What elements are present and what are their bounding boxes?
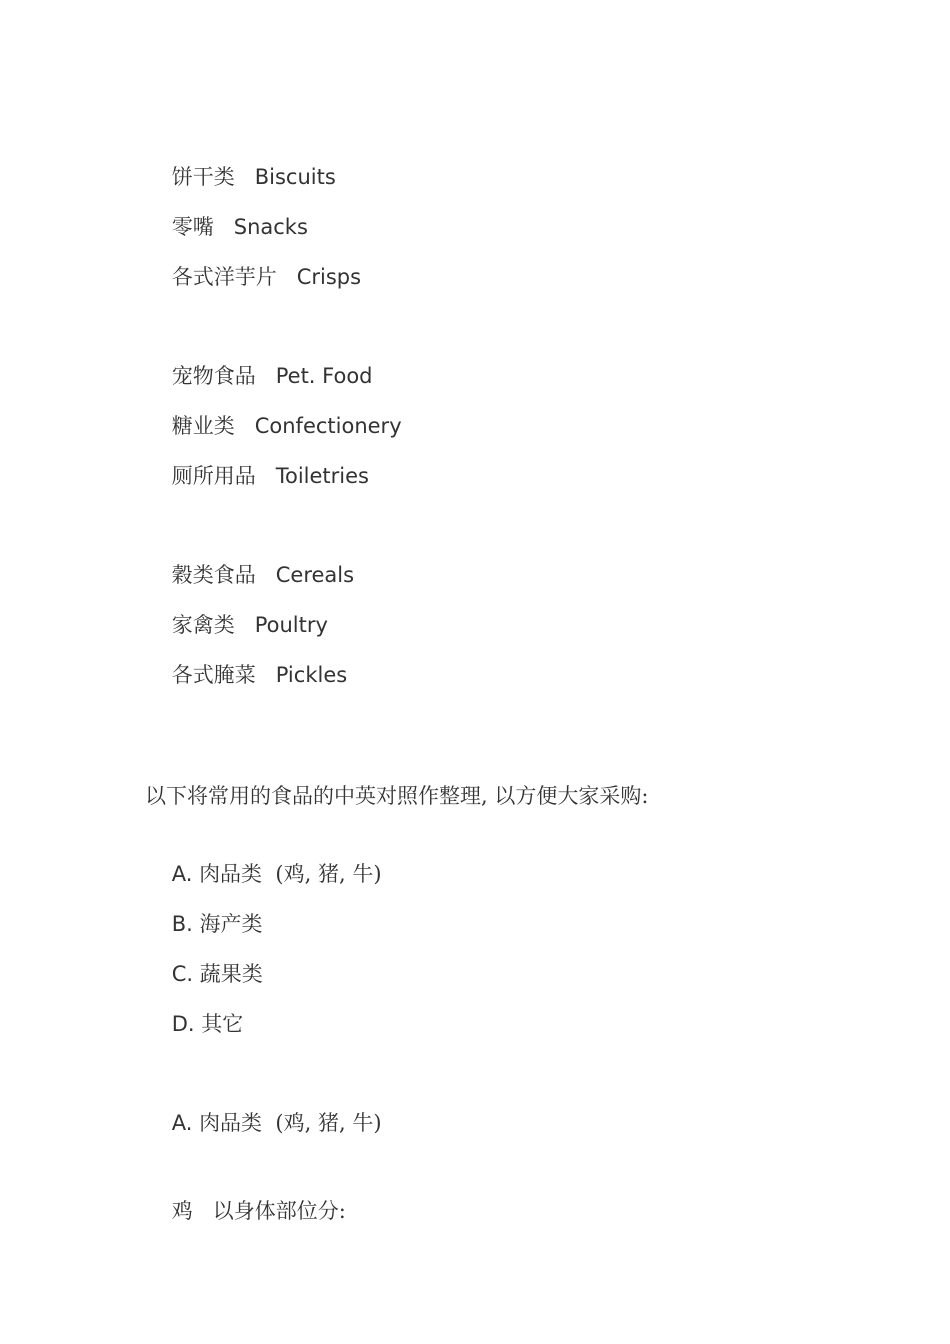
outline-letter: D. [171,1012,195,1036]
vocab-english: Cereals [275,563,355,587]
vocab-chinese: 糖业类 [171,414,235,438]
vocab-english: Pet. Food [275,364,373,388]
outline-text: 其它 [201,1012,244,1036]
outline-text: 海产类 [199,912,263,936]
vocab-chinese: 厕所用品 [171,464,256,488]
outline-text: 肉品类 [199,862,263,886]
vocab-row-crisps [145,235,361,319]
vocab-chinese: 穀类食品 [171,563,256,587]
intro-paragraph: 以下将常用的食品的中英对照作整理, 以方便大家采购: [145,784,649,808]
vocab-chinese: 零嘴 [171,215,214,239]
outline-extra: (鸡, 猪, 牛) [275,862,382,886]
vocab-english: Crisps [296,265,362,289]
section-extra: (鸡, 猪, 牛) [275,1111,382,1135]
outline-letter: B. [171,912,193,936]
vocab-english: Snacks [233,215,308,239]
vocab-chinese: 各式洋芋片 [171,265,277,289]
outline-letter: A. [171,862,193,886]
section-text: 肉品类 [199,1111,263,1135]
vocab-row-toiletries [145,434,369,518]
outline-item-d [145,982,243,1066]
section-letter: A. [171,1111,193,1135]
vocab-chinese: 宠物食品 [171,364,256,388]
chicken-subheading [145,1169,346,1253]
vocab-row-pickles [145,633,347,717]
chicken-text: 以身体部位分: [212,1199,346,1223]
chicken-label: 鸡 [171,1199,193,1223]
vocab-english: Confectionery [254,414,402,438]
vocab-chinese: 家禽类 [171,613,235,637]
vocab-chinese: 各式腌菜 [171,663,256,687]
vocab-english: Biscuits [254,165,336,189]
section-heading-a [145,1081,382,1165]
vocab-english: Poultry [254,613,328,637]
outline-letter: C. [171,962,194,986]
vocab-chinese: 饼干类 [171,165,235,189]
outline-text: 蔬果类 [199,962,263,986]
vocab-english: Toiletries [275,464,369,488]
vocab-english: Pickles [275,663,348,687]
